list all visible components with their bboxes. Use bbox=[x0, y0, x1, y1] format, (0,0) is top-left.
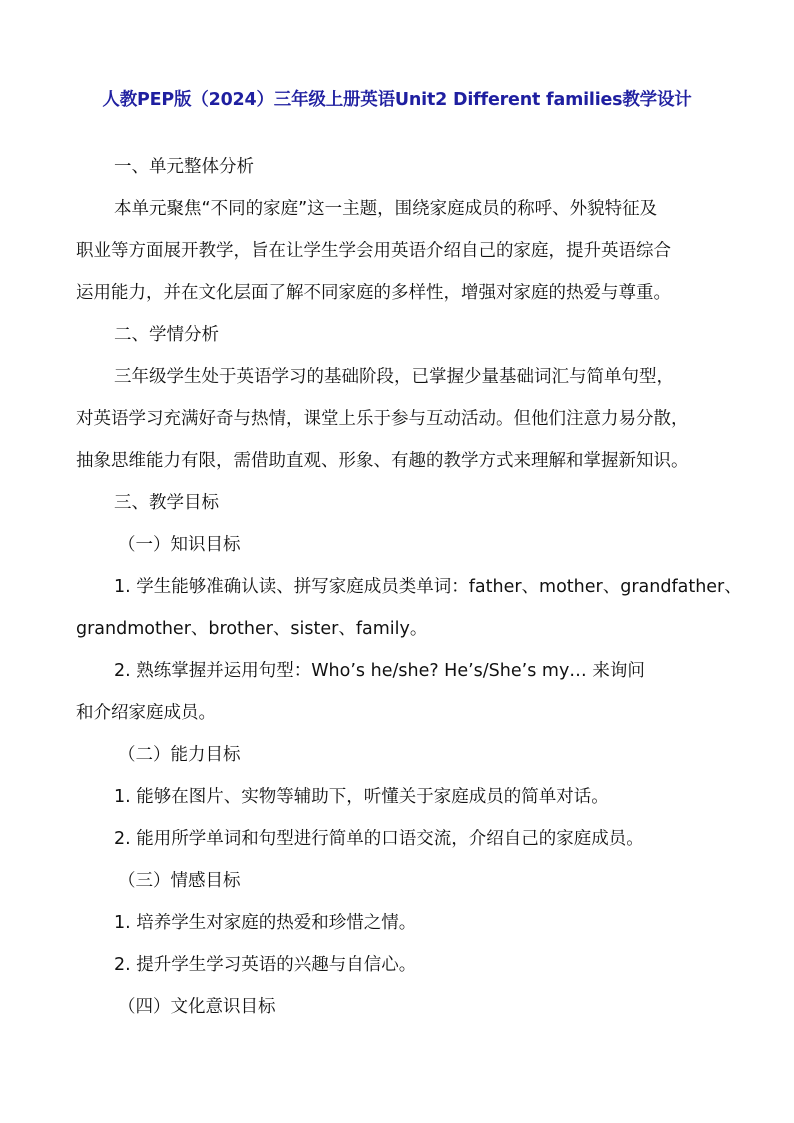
list-item: 1. 培养学生对家庭的热爱和珍惜之情。 bbox=[114, 913, 417, 933]
list-item bbox=[76, 650, 726, 734]
text-line: 抽象思维能力有限，需借助直观、形象、有趣的教学方式来理解和掌握新知识。 bbox=[76, 451, 689, 471]
subheading-cultural-goals: （四）文化意识目标 bbox=[118, 997, 276, 1017]
text-line: 1. 学生能够准确认读、拼写家庭成员类单词：father、mother、grandfather、 bbox=[114, 577, 742, 597]
list-item: 2. 能用所学单词和句型进行简单的口语交流，介绍自己的家庭成员。 bbox=[114, 829, 644, 849]
section-heading-teaching-goals: 三、教学目标 bbox=[114, 493, 219, 513]
subheading-emotional-goals: （三）情感目标 bbox=[118, 871, 241, 891]
subheading-knowledge-goals: （一）知识目标 bbox=[118, 535, 241, 555]
section-heading-unit-analysis: 一、单元整体分析 bbox=[114, 157, 254, 177]
text-line: 三年级学生处于英语学习的基础阶段，已掌握少量基础词汇与简单句型， bbox=[114, 367, 674, 387]
text-line: grandmother、brother、sister、family。 bbox=[76, 619, 428, 639]
text-line: 运用能力，并在文化层面了解不同家庭的多样性，增强对家庭的热爱与尊重。 bbox=[76, 283, 671, 303]
list-item: 2. 提升学生学习英语的兴趣与自信心。 bbox=[114, 955, 417, 975]
text-line: 和介绍家庭成员。 bbox=[76, 703, 216, 723]
text-line: 本单元聚焦“不同的家庭”这一主题，围绕家庭成员的称呼、外貌特征及 bbox=[114, 199, 658, 219]
text-line: 对英语学习充满好奇与热情，课堂上乐于参与互动活动。但他们注意力易分散， bbox=[76, 409, 689, 429]
list-item: 1. 能够在图片、实物等辅助下，听懂关于家庭成员的简单对话。 bbox=[114, 787, 609, 807]
document-title: 人教PEP版（2024）三年级上册英语Unit2 Different families教学设计 bbox=[102, 90, 692, 110]
paragraph-unit-analysis bbox=[76, 188, 726, 314]
text-line: 2. 熟练掌握并运用句型：Who’s he/she? He’s/She’s my… 来询问 bbox=[114, 661, 645, 681]
subheading-ability-goals: （二）能力目标 bbox=[118, 745, 241, 765]
section-heading-learner-analysis: 二、学情分析 bbox=[114, 325, 219, 345]
document-body bbox=[76, 146, 742, 1028]
list-item bbox=[76, 566, 742, 650]
text-line: 职业等方面展开教学，旨在让学生学会用英语介绍自己的家庭，提升英语综合 bbox=[76, 241, 671, 261]
paragraph-learner-analysis bbox=[76, 356, 726, 482]
